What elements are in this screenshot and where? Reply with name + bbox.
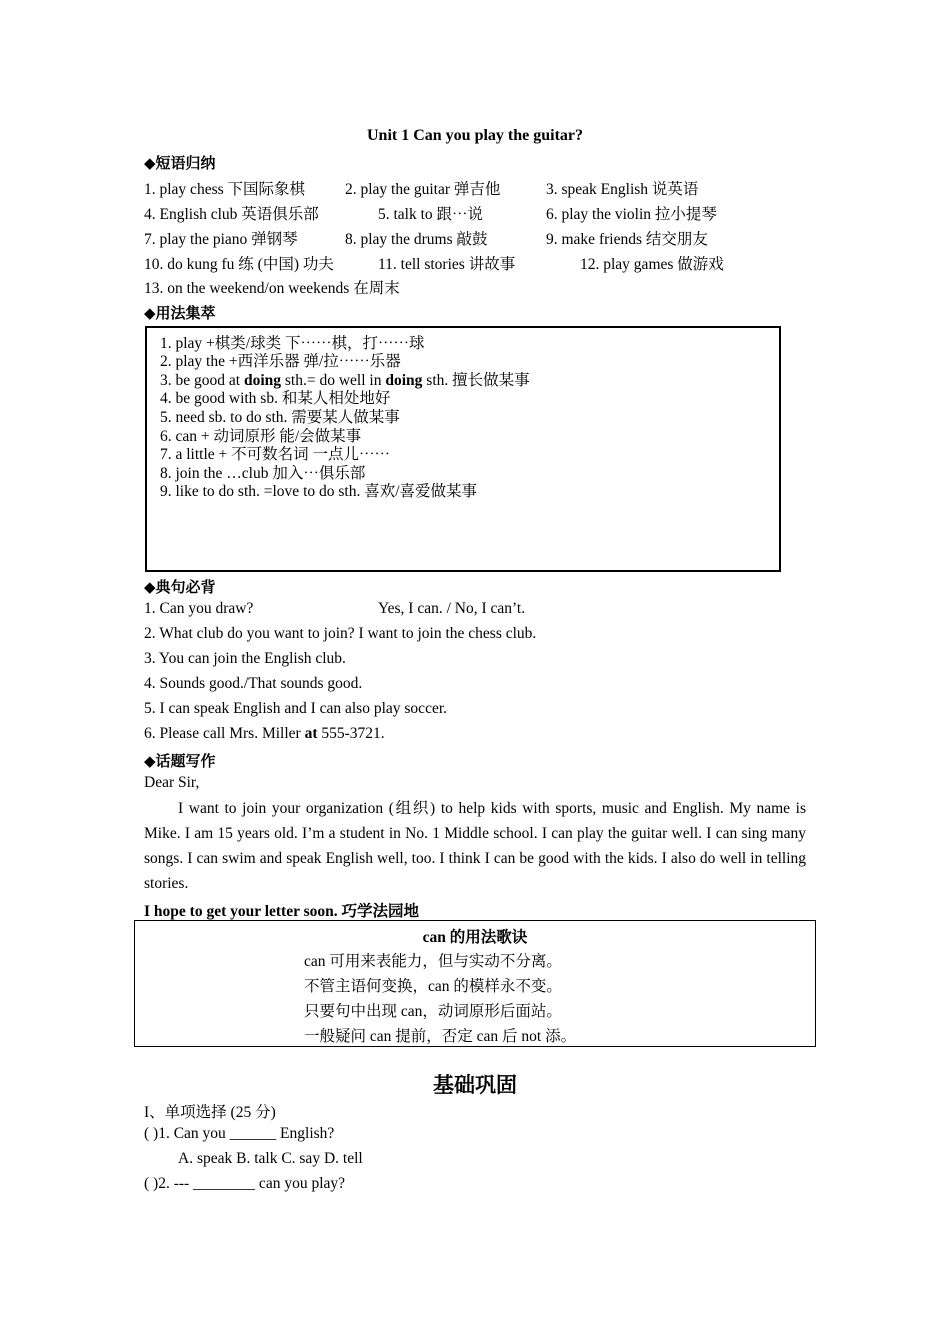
question-2: ( )2. --- ________ can you play? bbox=[144, 1175, 346, 1192]
exercise-heading: 基础巩固 bbox=[433, 1072, 517, 1097]
usage-item: 7. a little + 不可数名词 一点儿⋯⋯ bbox=[160, 446, 391, 463]
section-heading-usage: ◆用法集萃 bbox=[144, 304, 216, 322]
section-heading-writing: ◆话题写作 bbox=[144, 752, 216, 770]
phrase-item: 9. make friends 结交朋友 bbox=[546, 231, 708, 248]
usage-item: 5. need sb. to do sth. 需要某人做某事 bbox=[160, 409, 400, 426]
question-1-options: A. speak B. talk C. say D. tell bbox=[178, 1150, 363, 1167]
sentence-question: 1. Can you draw? bbox=[144, 600, 254, 617]
exercise-part-title: I、单项选择 (25 分) bbox=[144, 1104, 276, 1121]
usage-item: 8. join the …club 加入⋯俱乐部 bbox=[160, 465, 366, 482]
sentence-item: 6. Please call Mrs. Miller at 555-3721. bbox=[144, 725, 385, 742]
usage-box bbox=[145, 326, 781, 572]
song-title: can 的用法歌诀 bbox=[422, 929, 528, 946]
song-line: 一般疑问 can 提前，否定 can 后 not 添。 bbox=[304, 1028, 577, 1045]
phrase-item: 2. play the guitar 弹吉他 bbox=[345, 181, 501, 198]
phrase-item: 5. talk to 跟⋯说 bbox=[378, 206, 484, 223]
section-heading-phrases: ◆短语归纳 bbox=[144, 154, 216, 172]
usage-item: 6. can + 动词原形 能/会做某事 bbox=[160, 428, 362, 445]
phrase-item: 8. play the drums 敲鼓 bbox=[345, 231, 488, 248]
phrase-item: 10. do kung fu 练 (中国) 功夫 bbox=[144, 256, 334, 273]
page-title: Unit 1 Can you play the guitar? bbox=[366, 127, 584, 144]
phrase-item: 12. play games 做游戏 bbox=[580, 256, 724, 273]
usage-item: 2. play the +西洋乐器 弹/拉⋯⋯乐器 bbox=[160, 353, 401, 370]
sentence-item: 3. You can join the English club. bbox=[144, 650, 346, 667]
sentence-answer: Yes, I can. / No, I can’t. bbox=[378, 600, 526, 617]
usage-item: 3. be good at doing sth.= do well in doing sth. 擅长做某事 bbox=[160, 372, 530, 389]
usage-item: 4. be good with sb. 和某人相处地好 bbox=[160, 390, 391, 407]
sentence-item: 4. Sounds good./That sounds good. bbox=[144, 675, 363, 692]
letter-greeting: Dear Sir, bbox=[144, 774, 200, 791]
song-line: 只要句中出现 can，动词原形后面站。 bbox=[304, 1003, 562, 1020]
song-box bbox=[134, 920, 816, 1047]
phrase-item: 1. play chess 下国际象棋 bbox=[144, 181, 306, 198]
phrase-item: 7. play the piano 弹钢琴 bbox=[144, 231, 298, 248]
phrase-item: 11. tell stories 讲故事 bbox=[378, 256, 516, 273]
section-heading-sentences: ◆典句必背 bbox=[144, 578, 216, 596]
song-line: 不管主语何变换，can 的模样永不变。 bbox=[304, 978, 562, 995]
sentence-item: 5. I can speak English and I can also play soccer. bbox=[144, 700, 448, 717]
usage-item: 1. play +棋类/球类 下⋯⋯棋，打⋯⋯球 bbox=[160, 335, 425, 352]
letter-body: I want to join your organization (组织) to help kids with sports, music and English. My name is Mike. I am 15 years old. I’m a student in No. 1 Middle school. I can play the guitar well. I can sing many songs. I can swim and speak English well, too. I think I can be good with the kids. I also do well in telling stories. bbox=[144, 800, 806, 892]
phrase-item: 4. English club 英语俱乐部 bbox=[144, 206, 319, 223]
question-1: ( )1. Can you ______ English? bbox=[144, 1125, 335, 1142]
phrase-item: 6. play the violin 拉小提琴 bbox=[546, 206, 717, 223]
letter-closing: I hope to get your letter soon. 巧学法园地 bbox=[144, 903, 419, 920]
phrase-item: 13. on the weekend/on weekends 在周末 bbox=[144, 280, 400, 297]
sentence-item: 2. What club do you want to join? I want to join the chess club. bbox=[144, 625, 537, 642]
usage-item: 9. like to do sth. =love to do sth. 喜欢/喜爱做某事 bbox=[160, 483, 478, 500]
song-line: can 可用来表能力，但与实动不分离。 bbox=[304, 953, 562, 970]
phrase-item: 3. speak English 说英语 bbox=[546, 181, 699, 198]
